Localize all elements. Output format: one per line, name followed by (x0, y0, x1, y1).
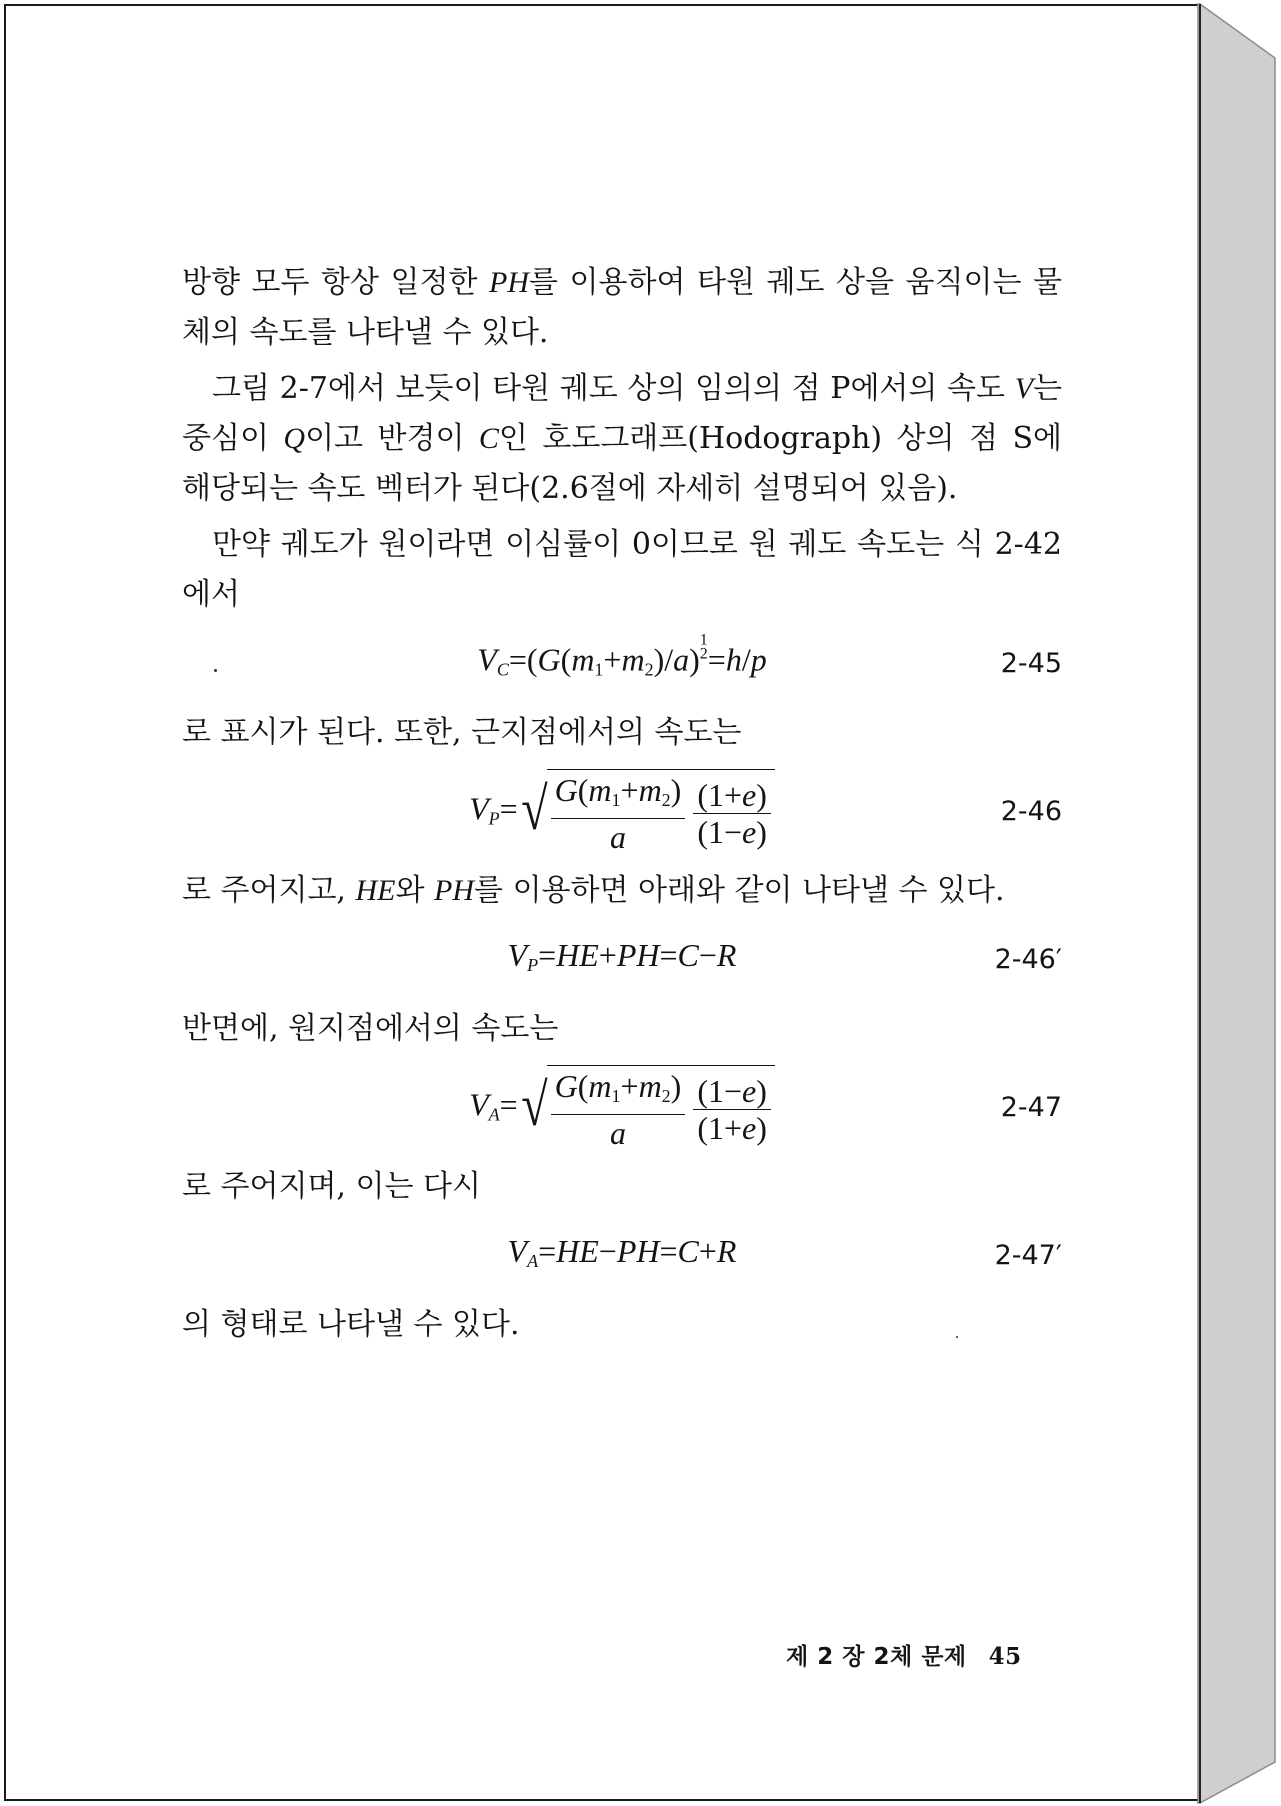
paragraph-3: 만약 궤도가 원이라면 이심률이 0이므로 원 궤도 속도는 식 2-42에서 (182, 527, 1062, 612)
paragraph-7: 로 주어지며, 이는 다시 (182, 1169, 481, 1204)
equation-number: 2-47′ (994, 1240, 1062, 1271)
equation-2-46 (182, 764, 1062, 860)
paragraph-8: 의 형태로 나타낼 수 있다. (182, 1307, 520, 1342)
equation-2-46-prime (182, 922, 1062, 998)
equation-number: 2-46′ (994, 944, 1062, 975)
equation-formula: $V_P=HE+PH=C-R$ (507, 937, 737, 975)
page-number: 45 (988, 1643, 1022, 1670)
equation-2-45 (182, 626, 1062, 702)
paragraph-2: 그림 2-7에서 보듯이 타원 궤도 상의 임의의 점 P에서의 속도 V는 중심이 Q이고 반경이 C인 호도그래프(Hodograph) 상의 점 S에 해당되는 속도 벡터가 된다(2.6절에 자세히 설명되어 있음). (182, 371, 1062, 506)
equation-formula: $V_A=HE-PH=C+R$ (507, 1233, 737, 1271)
equation-number: 2-45 (1000, 648, 1062, 679)
page-footer (786, 1638, 1022, 1671)
page-content (182, 258, 1062, 1350)
chapter-title: 제 2 장 2체 문제 (786, 1644, 967, 1670)
paragraph-1: 방향 모두 항상 일정한 PH를 이용하여 타원 궤도 상을 움직이는 물체의 속도를 나타낼 수 있다. (182, 265, 1062, 350)
equation-number: 2-46 (1000, 796, 1062, 827)
equation-number: 2-47 (1000, 1092, 1062, 1123)
equation-2-47 (182, 1060, 1062, 1156)
paragraph-6: 반면에, 원지점에서의 속도는 (182, 1011, 559, 1046)
equation-formula: $V_A=$ √ $\frac{G(m_1+m_2)}{a}$ $\frac{(1-e)}{(1+e)}$ (182, 1065, 1062, 1151)
paragraph-4: 로 표시가 된다. 또한, 근지점에서의 속도는 (182, 715, 742, 750)
paragraph-5: 로 주어지고, HE와 PH를 이용하면 아래와 같이 나타낼 수 있다. (182, 873, 1005, 908)
equation-formula: $V_P=$ √ $\frac{G(m_1+m_2)}{a}$ $\frac{(1+e)}{(1-e)}$ (182, 769, 1062, 855)
equation-2-47-prime (182, 1218, 1062, 1294)
equation-formula: $V_C=(G(m_1+m_2)/a)^{1 2}=h/p$ (477, 631, 767, 680)
